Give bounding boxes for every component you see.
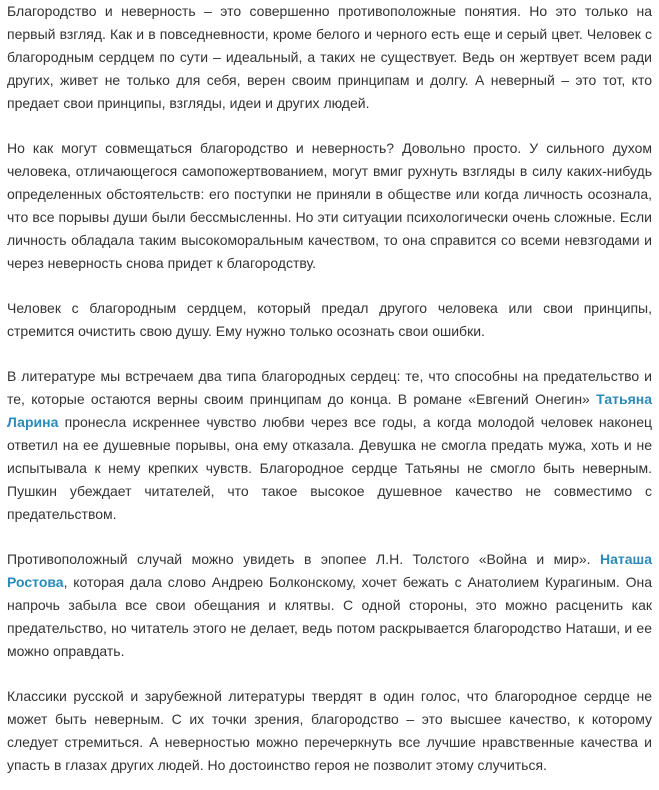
- paragraph-onegin-text-after: пронесла искреннее чувство любви через все годы, а когда молодой человек наконец ответил на ее душевные порывы, она ему отказала. Девушка не смогла предать мужа, хоть и не испытывала к нему крепких чувств. Благородное сердце Татьяны не смогло быть неверным. Пушкин убеждает читателей, что такое высокое душевное качество не совместимо с предательством.: [7, 414, 652, 522]
- paragraph-war-and-peace: [7, 548, 652, 663]
- paragraph-combination: Но как могут совмещаться благородство и неверность? Довольно просто. У сильного духом человека, отличающегося самопожертвованием, могут вмиг рухнуть взгляды в силу каких-нибудь определенных обстоятельств: его поступки не приняли в обществе или когда личность осознала, что все порывы души были бессмысленны. Но эти ситуации психологически очень сложные. Если личность обладала таким высокоморальным качеством, то она справится со всеми невзгодами и через неверность снова придет к благородству.: [7, 140, 652, 271]
- paragraph-conclusion: Классики русской и зарубежной литературы твердят в один голос, что благородное сердце не может быть неверным. С их точки зрения, благородство – это высшее качество, к которому следует стремиться. А неверностью можно перечеркнуть все лучшие нравственные качества и упасть в глазах других людей. Но достоинство героя не позволит этому случиться.: [7, 688, 652, 773]
- link-tatyana-larina[interactable]: Татьяна Ларина: [7, 391, 652, 430]
- paragraph-purification: Человек с благородным сердцем, который предал другого человека или свои принципы, стремится очистить свою душу. Ему нужно только осознать свои ошибки.: [7, 300, 652, 339]
- paragraph-war-and-peace-text-before: Противоположный случай можно увидеть в эпопее Л.Н. Толстого «Война и мир».: [7, 551, 600, 567]
- link-natasha-rostova[interactable]: Наташа Ростова: [7, 551, 652, 590]
- paragraph-intro: Благородство и неверность – это совершенно противоположные понятия. Но это только на первый взгляд. Как и в повседневности, кроме белого и черного есть еще и серый цвет. Человек с благородным сердцем по сути – идеальный, а таких не существует. Ведь он жертвует всем ради других, живет не только для себя, верен своим принципам и долгу. А неверный – это тот, кто предает свои принципы, взгляды, идеи и других людей.: [7, 3, 652, 111]
- paragraph-onegin: [7, 365, 652, 526]
- paragraph-onegin-text-before: В литературе мы встречаем два типа благородных сердец: те, что способны на предательство и те, которые остаются верны своим принципам до конца. В романе «Евгений Онегин»: [7, 368, 652, 407]
- paragraph-war-and-peace-text-after: , которая дала слово Андрею Болконскому, хочет бежать с Анатолием Курагиным. Она напрочь забыла все свои обещания и клятвы. С одной стороны, это можно расценить как предательство, но читатель этого не делает, ведь потом раскрывается благородство Наташи, и ее можно оправдать.: [7, 574, 652, 659]
